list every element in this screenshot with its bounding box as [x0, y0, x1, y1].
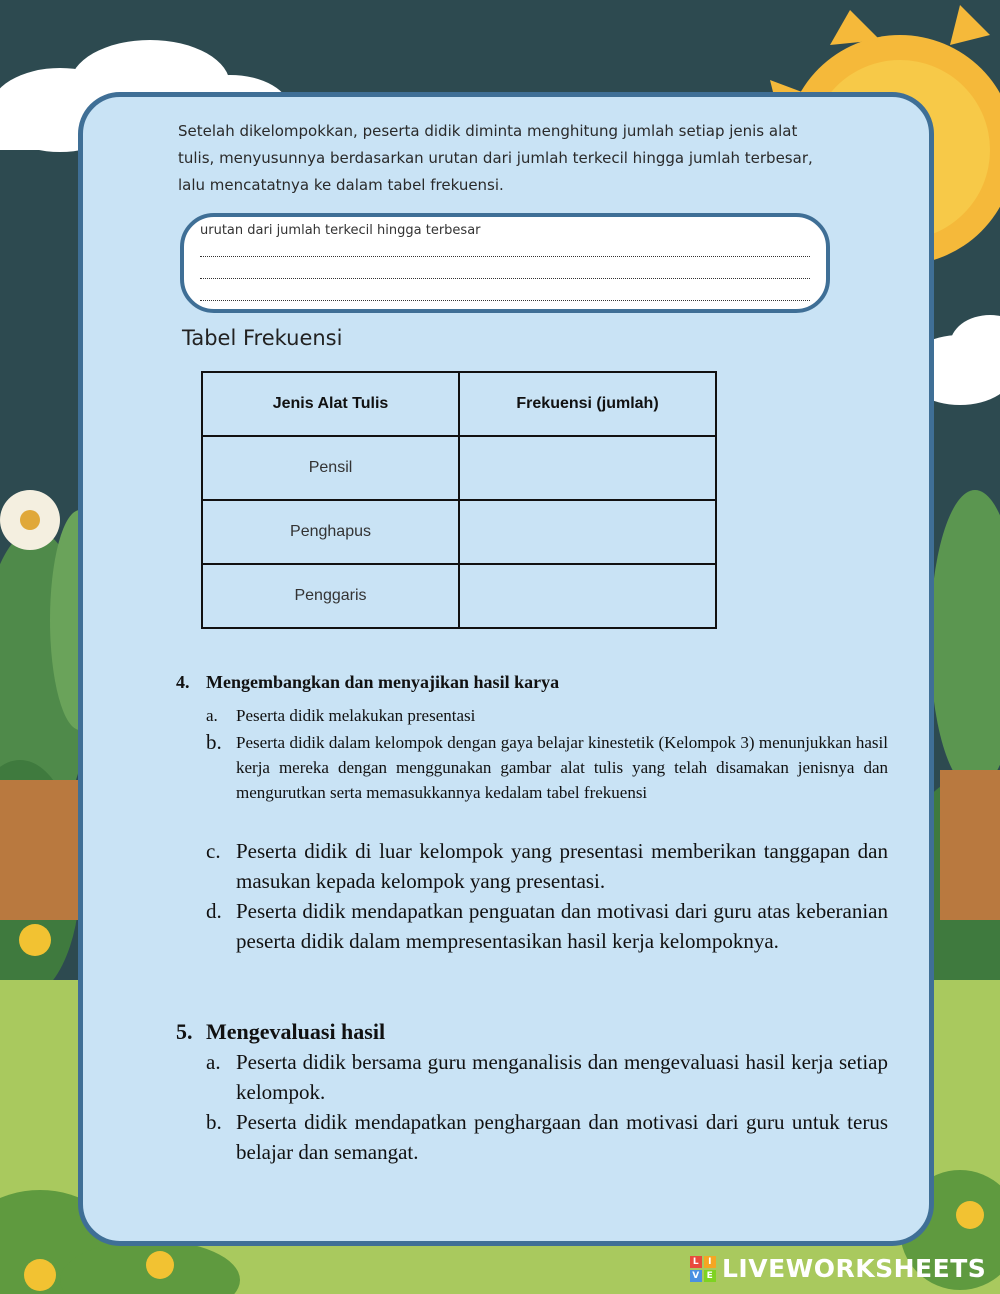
item-letter: c. — [206, 839, 221, 863]
section-heading — [176, 669, 888, 695]
intro-paragraph: Setelah dikelompokkan, peserta didik diminta menghitung jumlah setiap jenis alat tulis, menyusunnya berdasarkan urutan dari jumlah terkecil hingga jumlah terbesar, lalu mencatatnya ke dalam tabel frekuensi. — [178, 122, 813, 194]
section-title: Mengevaluasi hasil — [206, 1019, 386, 1044]
item-text: Peserta didik melakukan presentasi — [236, 706, 476, 725]
item-text: Peserta didik mendapatkan penguatan dan motivasi dari guru atas keberanian peserta didik dalam mempresentasikan hasil kerja kelompoknya. — [236, 899, 888, 953]
frequency-input-cell[interactable] — [459, 564, 716, 628]
answer-label: urutan dari jumlah terkecil hingga terbesar — [200, 223, 481, 238]
answer-line[interactable] — [200, 300, 810, 301]
item-text: Peserta didik mendapatkan penghargaan dan motivasi dari guru untuk terus belajar dan semangat. — [236, 1110, 888, 1164]
logo-letter: I — [704, 1256, 716, 1268]
logo-letter: E — [704, 1270, 716, 1282]
column-header: Jenis Alat Tulis — [202, 372, 459, 436]
item-text: Peserta didik di luar kelompok yang presentasi memberikan tanggapan dan masukan kepada kelompok yang presentasi. — [236, 839, 888, 893]
item-letter: b. — [206, 1110, 222, 1134]
table-title: Tabel Frekuensi — [182, 326, 343, 350]
frequency-input-cell[interactable] — [459, 436, 716, 500]
item-letter: a. — [206, 706, 218, 725]
list-item — [206, 896, 888, 956]
section-number: 4. — [176, 672, 190, 692]
logo-letter: L — [690, 1256, 702, 1268]
section-title: Mengembangkan dan menyajikan hasil karya — [206, 672, 560, 692]
item-cell: Penghapus — [202, 500, 459, 564]
item-letter: a. — [206, 1050, 221, 1074]
item-cell: Penggaris — [202, 564, 459, 628]
item-letter: b. — [206, 730, 222, 754]
table-row — [202, 500, 716, 564]
answer-line[interactable] — [200, 256, 810, 257]
watermark-text: LIVEWORKSHEETS — [722, 1254, 987, 1283]
item-cell: Pensil — [202, 436, 459, 500]
answer-line[interactable] — [200, 278, 810, 279]
list-item — [206, 836, 888, 896]
section-4 — [176, 669, 888, 805]
item-text: Peserta didik bersama guru menganalisis dan mengevaluasi hasil kerja setiap kelompok. — [236, 1050, 888, 1104]
section-heading — [176, 1017, 888, 1047]
list-item — [206, 1107, 888, 1167]
liveworksheets-logo-icon — [690, 1256, 716, 1282]
list-item — [206, 703, 888, 728]
item-letter: d. — [206, 899, 222, 923]
frequency-table — [201, 371, 717, 629]
section-4-continued — [176, 836, 888, 956]
table-row — [202, 436, 716, 500]
column-header: Frekuensi (jumlah) — [459, 372, 716, 436]
frequency-input-cell[interactable] — [459, 500, 716, 564]
item-text: Peserta didik dalam kelompok dengan gaya belajar kinestetik (Kelompok 3) menunjukkan hasil kerja mereka dengan menggunakan gambar alat tulis yang telah disamakan jenisnya dan mengurutkan serta memasukkannya kedalam tabel frekuensi — [236, 733, 888, 802]
logo-letter: V — [690, 1270, 702, 1282]
list-item — [206, 730, 888, 805]
section-5 — [176, 1017, 888, 1167]
table-row — [202, 564, 716, 628]
liveworksheets-watermark[interactable] — [690, 1254, 986, 1283]
list-item — [206, 1047, 888, 1107]
section-number: 5. — [176, 1019, 193, 1044]
table-header-row — [202, 372, 716, 436]
